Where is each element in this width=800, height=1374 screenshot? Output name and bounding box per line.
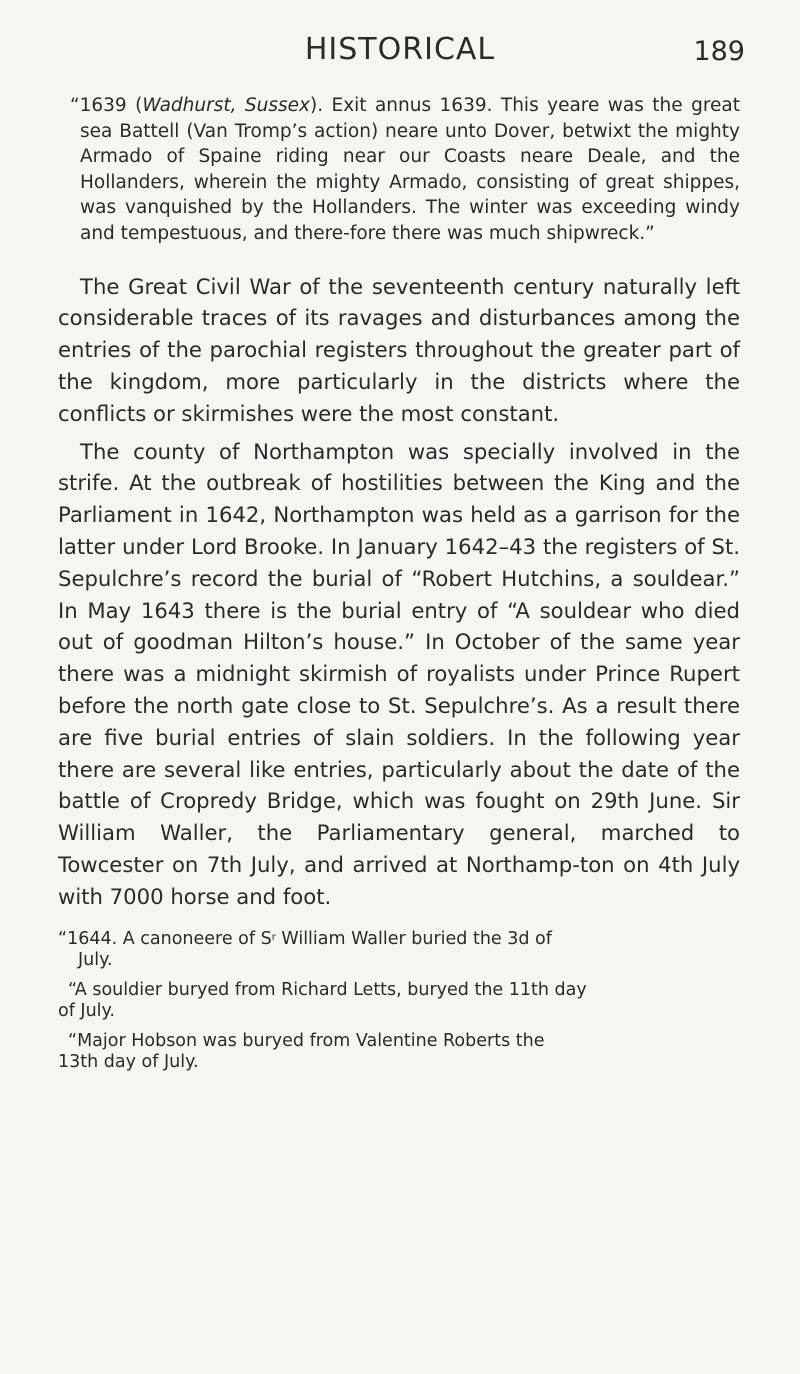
entry-line (58, 929, 740, 950)
paragraph-civil-war: The Great Civil War of the seventeenth century naturally left considerable traces of its ravages and disturbances among the entries of the parochial registers throughout the greater part of the kingdom, more particularly in the districts where the conflicts or skirmishes were the most constant. (58, 273, 740, 426)
register-entry (58, 980, 740, 1022)
quote-rest: ). Exit annus 1639. This yeare was the great sea Battell (Van Tromp’s action) neare unto Dover, betwixt the mighty Armado of Spaine riding near our Coasts neare Deale, and the Hollanders, wherein the mighty Armado, consisting of great shippes, was vanquished by the Hollanders. The winter was exceeding windy and tempestuous, and there-fore there was much shipwreck.” (80, 95, 740, 244)
entry-line: 13th day of July. (58, 1051, 199, 1072)
body-text (58, 93, 740, 1082)
register-entry (58, 929, 740, 971)
entry-line: of July. (58, 1000, 115, 1021)
entry-line: “A souldier buryed from Richard Letts, buryed the 11th day (68, 979, 587, 1000)
block-quote-1639 (70, 93, 740, 247)
register-entry (58, 1031, 740, 1073)
quote-open: “1639 ( (70, 95, 143, 116)
entry-superscript: r (271, 931, 276, 943)
page-number: 189 (693, 36, 745, 67)
entry-line: “Major Hobson was buryed from Valentine Roberts the (68, 1030, 545, 1051)
register-entries (58, 929, 740, 1073)
paragraph-northampton: The county of Northampton was specially involved in the strife. At the outbreak of hostilities between the King and the Parliament in 1642, Northampton was held as a garrison for the latter under Lord Brooke. In January 1642–43 the registers of St. Sepulchre’s record the burial of “Robert Hutchins, a souldear.” In May 1643 there is the burial entry of “A souldear who died out of goodman Hilton’s house.” In October of the same year there was a midnight skirmish of royalists under Prince Rupert before the north gate close to St. Sepulchre’s. As a result there are five burial entries of slain soldiers. In the following year there are several like entries, particularly about the date of the battle of Cropredy Bridge, which was fought on 29th June. Sir William Waller, the Parliamentary general, marched to Towcester on 7th July, and arrived at Northamp-ton on 4th July with 7000 horse and foot. (58, 438, 740, 909)
quote-place: Wadhurst, Sussex (142, 95, 310, 116)
entry-text: “1644. A canoneere of S (58, 928, 272, 949)
running-head: HISTORICAL (304, 32, 496, 67)
entry-text: William Waller buried the 3d of (275, 928, 552, 949)
entry-line: July. (78, 949, 113, 970)
